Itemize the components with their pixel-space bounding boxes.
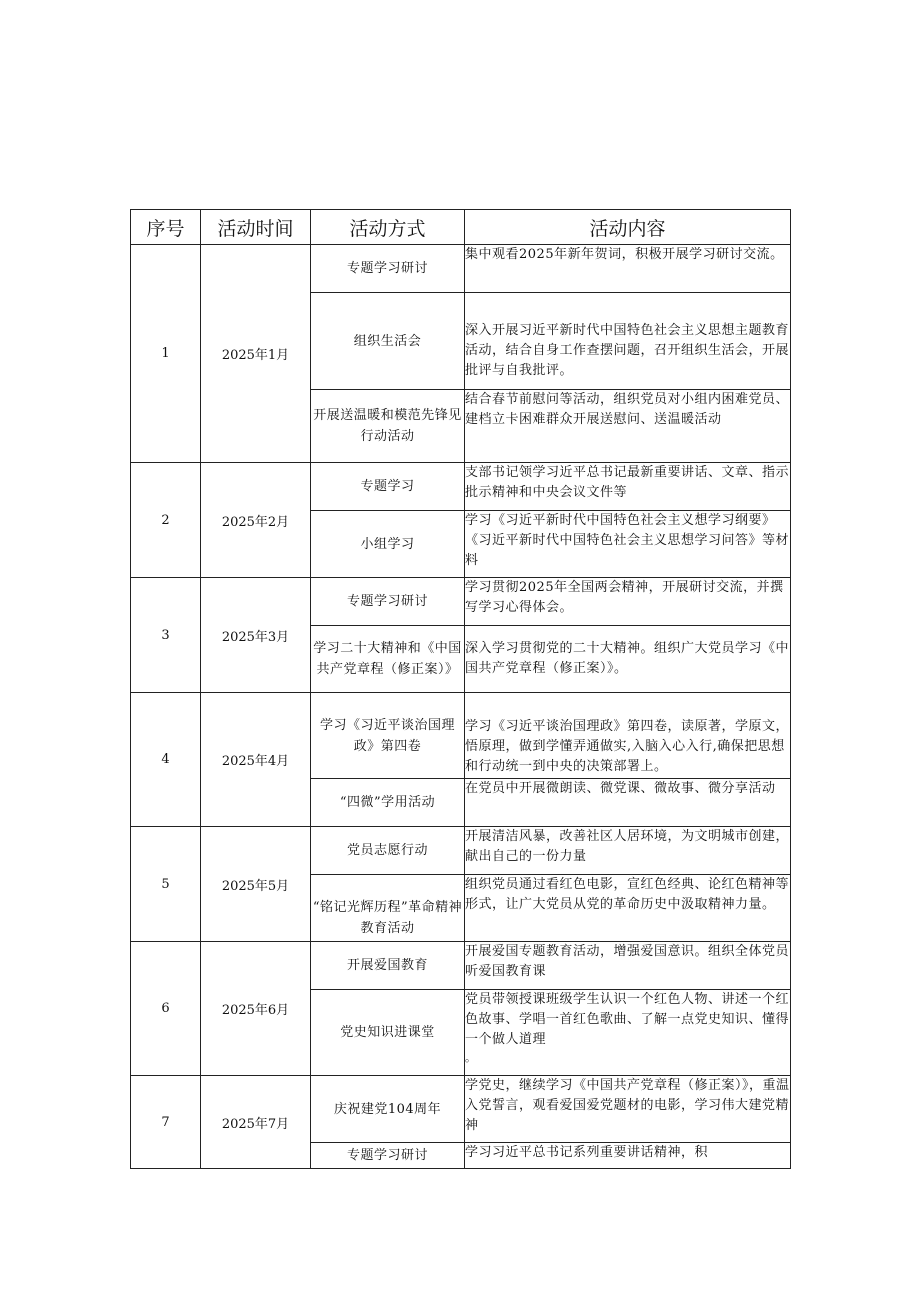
- method-cell: 党史知识进课堂: [311, 990, 465, 1076]
- table-row: [131, 693, 791, 779]
- header-time: 活动时间: [201, 210, 311, 245]
- content-cell: 学党史，继续学习《中国共产党章程（修正案）》，重温入党誓言，观看爱国爱党题材的电影，学习伟大建党精神: [465, 1076, 791, 1143]
- method-cell: 专题学习研讨: [311, 1143, 465, 1169]
- method-cell: 小组学习: [311, 511, 465, 578]
- method-cell: 开展爱国教育: [311, 942, 465, 990]
- content-cell: 深入学习贯彻党的二十大精神。组织广大党员学习《中国共产党章程（修正案）》。: [465, 626, 791, 693]
- content-cell: 组织党员通过看红色电影，宣红色经典、论红色精神等形式，让广大党员从党的革命历史中汲取精神力量。: [465, 875, 791, 942]
- table-row: [131, 942, 791, 990]
- method-cell: 专题学习: [311, 463, 465, 511]
- method-cell: 组织生活会: [311, 293, 465, 390]
- content-cell: 开展爱国专题教育活动，增强爱国意识。组织全体党员听爱国教育课: [465, 942, 791, 990]
- content-cell: 学习习近平总书记系列重要讲话精神，积: [465, 1143, 791, 1169]
- content-cell: 学习《习近平谈治国理政》第四卷，读原著，学原文，悟原理，做到学懂弄通做实,入脑入心入行,确保把思想和行动统一到中央的决策部署上。: [465, 693, 791, 779]
- seq-cell: 1: [131, 245, 201, 463]
- content-cell: 学习贯彻2025年全国两会精神，开展研讨交流，并撰写学习心得体会。: [465, 578, 791, 626]
- date-cell: 2025年7月: [201, 1076, 311, 1169]
- method-cell: 专题学习研讨: [311, 578, 465, 626]
- table-row: [131, 245, 791, 293]
- content-text: 党员带领授课班级学生认识一个红色人物、讲述一个红色故事、学唱一首红色歌曲、了解一点党史知识、懂得一个做人道理: [465, 992, 790, 1047]
- date-cell: 2025年1月: [201, 245, 311, 463]
- date-cell: 2025年4月: [201, 693, 311, 827]
- content-cell: 集中观看2025年新年贺词，积极开展学习研讨交流。: [465, 245, 791, 293]
- method-cell: 开展送温暖和模范先锋见行动活动: [311, 390, 465, 463]
- content-cell: 学习《习近平新时代中国特色社会主义想学习纲要》《习近平新时代中国特色社会主义思想学习问答》等材料: [465, 511, 791, 578]
- header-method: 活动方式: [311, 210, 465, 245]
- content-cell: 开展清洁风暴，改善社区人居环境，为文明城市创建，献出自己的一份力量: [465, 827, 791, 875]
- method-cell: 专题学习研讨: [311, 245, 465, 293]
- method-cell: 党员志愿行动: [311, 827, 465, 875]
- content-cell: 结合春节前慰问等活动，组织党员对小组内困难党员、建档立卡困难群众开展送慰问、送温暖活动: [465, 390, 791, 463]
- table-row: [131, 1076, 791, 1143]
- method-cell: 学习二十大精神和《中国共产党章程（修正案）》: [311, 626, 465, 693]
- table-row: [131, 463, 791, 511]
- method-cell: 学习《习近平谈治国理政》第四卷: [311, 693, 465, 779]
- seq-cell: 4: [131, 693, 201, 827]
- seq-cell: 6: [131, 942, 201, 1076]
- table-row: [131, 578, 791, 626]
- date-cell: 2025年5月: [201, 827, 311, 942]
- content-tail: 。: [465, 1051, 477, 1064]
- seq-cell: 7: [131, 1076, 201, 1169]
- date-cell: 2025年3月: [201, 578, 311, 693]
- method-cell: “铭记光辉历程”革命精神教育活动: [311, 875, 465, 942]
- method-cell: 庆祝建党104周年: [311, 1076, 465, 1143]
- date-cell: 2025年6月: [201, 942, 311, 1076]
- content-cell: 支部书记领学习近平总书记最新重要讲话、文章、指示批示精神和中央会议文件等: [465, 463, 791, 511]
- seq-cell: 5: [131, 827, 201, 942]
- activity-schedule-table: [130, 209, 791, 1169]
- header-content: 活动内容: [465, 210, 791, 245]
- content-cell: 在党员中开展微朗读、微党课、微故事、微分享活动: [465, 779, 791, 827]
- content-cell: 深入开展习近平新时代中国特色社会主义思想主题教育活动，结合自身工作查摆问题，召开组织生活会，开展批评与自我批评。: [465, 293, 791, 390]
- content-cell: [465, 990, 791, 1076]
- date-cell: 2025年2月: [201, 463, 311, 578]
- table-header-row: [131, 210, 791, 245]
- header-seq: 序号: [131, 210, 201, 245]
- seq-cell: 3: [131, 578, 201, 693]
- seq-cell: 2: [131, 463, 201, 578]
- table-row: [131, 827, 791, 875]
- method-cell: “四微”学用活动: [311, 779, 465, 827]
